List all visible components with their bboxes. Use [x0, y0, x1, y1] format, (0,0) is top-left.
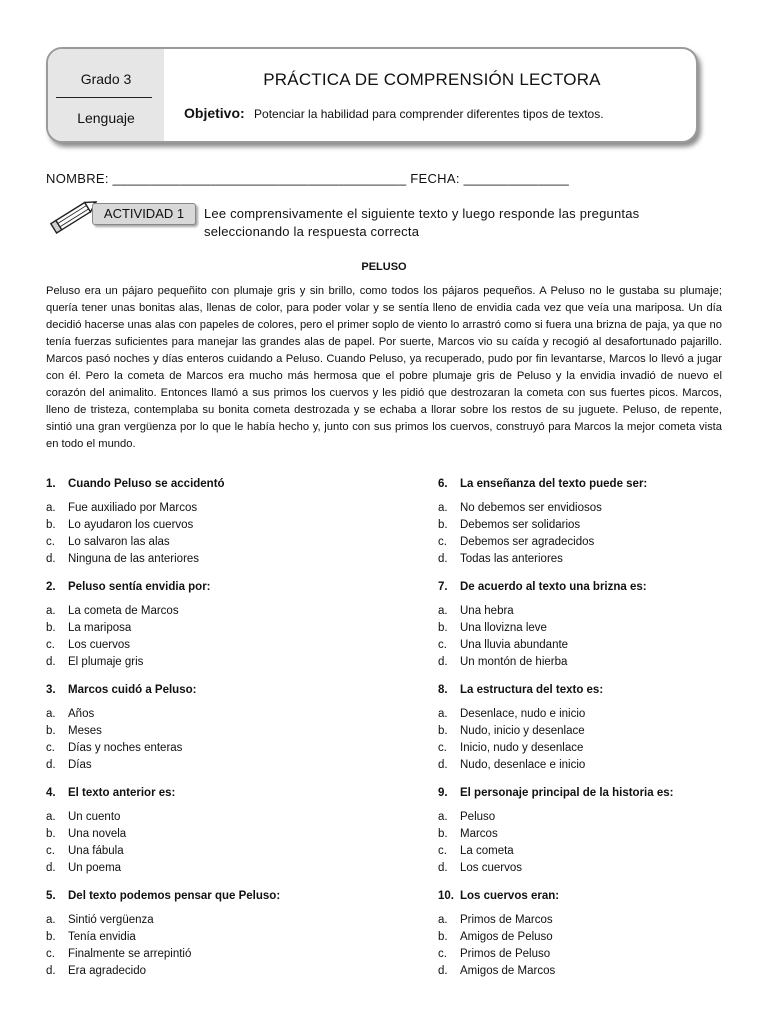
question-item [46, 579, 366, 682]
header-box [46, 47, 698, 143]
answer-option[interactable] [438, 809, 522, 826]
answer-options [438, 809, 522, 877]
answer-option[interactable] [46, 723, 182, 740]
option-text: Un montón de hierba [460, 656, 568, 668]
option-text: El plumaje gris [68, 656, 144, 668]
option-text: Una hebra [460, 605, 514, 617]
question-label: De acuerdo al texto una brizna es: [460, 581, 647, 593]
option-text: Era agradecido [68, 965, 146, 977]
answer-option[interactable] [46, 912, 191, 929]
question-label: Marcos cuidó a Peluso: [68, 684, 197, 696]
option-letter: d. [46, 759, 56, 771]
answer-option[interactable] [46, 929, 191, 946]
answer-option[interactable] [438, 620, 568, 637]
option-letter: a. [46, 605, 56, 617]
question-number: 10. [438, 890, 454, 902]
option-text: Días y noches enteras [68, 742, 183, 754]
option-text: Inicio, nudo y desenlace [460, 742, 584, 754]
option-text: La mariposa [68, 622, 132, 634]
answer-option[interactable] [46, 809, 126, 826]
option-letter: c. [46, 948, 55, 960]
option-text: Finalmente se arrepintió [68, 948, 192, 960]
answer-option[interactable] [46, 551, 199, 568]
option-text: Una llovizna leve [460, 622, 547, 634]
question-label: Los cuervos eran: [460, 890, 560, 902]
answer-option[interactable] [46, 946, 191, 963]
option-letter: c. [46, 742, 55, 754]
option-letter: d. [438, 553, 448, 565]
option-text: Lo ayudaron los cuervos [68, 519, 194, 531]
answer-option[interactable] [46, 860, 126, 877]
question-item [46, 888, 366, 991]
option-text: Meses [68, 725, 102, 737]
option-letter: a. [46, 811, 56, 823]
option-letter: d. [46, 862, 56, 874]
option-text: Nudo, desenlace e inicio [460, 759, 586, 771]
question-text [46, 890, 280, 902]
grade-label: Grado 3 [80, 71, 132, 87]
option-letter: a. [438, 811, 448, 823]
question-item [46, 785, 366, 888]
answer-option[interactable] [438, 603, 568, 620]
answer-option[interactable] [438, 740, 585, 757]
option-letter: b. [438, 725, 448, 737]
activity-instruction: Lee comprensivamente el siguiente texto y luego responde las preguntas seleccionando la respuesta correcta [204, 206, 640, 239]
question-number: 1. [46, 478, 56, 490]
question-item [46, 476, 366, 579]
question-number: 2. [46, 581, 56, 593]
option-letter: b. [438, 519, 448, 531]
answer-option[interactable] [46, 706, 182, 723]
questions-right-column [438, 476, 758, 991]
option-letter: d. [438, 656, 448, 668]
option-text: Días [68, 759, 92, 771]
answer-options [438, 706, 585, 774]
option-letter: c. [438, 639, 447, 651]
option-letter: a. [438, 914, 448, 926]
objective-label: Objetivo: [184, 105, 245, 121]
answer-options [438, 912, 555, 980]
option-text: La cometa [460, 845, 514, 857]
option-letter: a. [46, 708, 56, 720]
answer-option[interactable] [46, 826, 126, 843]
option-text: No debemos ser envidiosos [460, 502, 602, 514]
question-number: 5. [46, 890, 56, 902]
answer-option[interactable] [438, 654, 568, 671]
option-letter: c. [438, 845, 447, 857]
answer-option[interactable] [46, 500, 199, 517]
answer-option[interactable] [438, 946, 555, 963]
question-item [438, 579, 758, 682]
name-date-line: NOMBRE: _______________________________________ FECHA: ______________ [46, 171, 570, 186]
option-text: Los cuervos [68, 639, 131, 651]
subject-label: Lenguaje [77, 110, 135, 126]
question-text [46, 684, 196, 696]
answer-option[interactable] [438, 706, 585, 723]
questions-left-column [46, 476, 366, 991]
answer-option[interactable] [438, 843, 522, 860]
option-text: Una novela [68, 828, 127, 840]
option-letter: b. [46, 622, 56, 634]
option-letter: c. [46, 845, 55, 857]
answer-option[interactable] [46, 534, 199, 551]
option-text: Amigos de Marcos [460, 965, 556, 977]
answer-option[interactable] [438, 912, 555, 929]
question-number: 8. [438, 684, 448, 696]
question-text [438, 478, 647, 490]
option-text: Primos de Peluso [460, 948, 551, 960]
question-item [438, 785, 758, 888]
option-letter: b. [46, 519, 56, 531]
question-item [438, 682, 758, 785]
header-divider [56, 97, 152, 98]
option-text: Una fábula [68, 845, 124, 857]
option-letter: b. [438, 828, 448, 840]
question-text [438, 890, 559, 902]
option-letter: a. [46, 502, 56, 514]
question-label: Peluso sentía envidia por: [68, 581, 211, 593]
answer-option[interactable] [46, 740, 182, 757]
option-letter: d. [438, 759, 448, 771]
option-text: Años [68, 708, 95, 720]
answer-option[interactable] [46, 620, 179, 637]
option-letter: b. [46, 828, 56, 840]
answer-option[interactable] [46, 603, 179, 620]
story-title: PELUSO [361, 261, 407, 273]
option-letter: c. [438, 742, 447, 754]
option-letter: a. [46, 914, 56, 926]
option-text: Un cuento [68, 811, 121, 823]
option-text: Primos de Marcos [460, 914, 553, 926]
option-letter: d. [46, 553, 56, 565]
question-item [46, 682, 366, 785]
answer-option[interactable] [438, 757, 585, 774]
option-text: Peluso [460, 811, 496, 823]
answer-option[interactable] [438, 637, 568, 654]
option-text: Marcos [460, 828, 498, 840]
objective [184, 105, 604, 121]
option-text: Los cuervos [460, 862, 523, 874]
answer-option[interactable] [438, 500, 602, 517]
question-number: 4. [46, 787, 56, 799]
option-letter: c. [46, 639, 55, 651]
question-item [438, 476, 758, 579]
option-text: Debemos ser solidarios [460, 519, 581, 531]
question-number: 7. [438, 581, 448, 593]
option-letter: b. [438, 622, 448, 634]
question-number: 3. [46, 684, 56, 696]
question-label: La estructura del texto es: [460, 684, 604, 696]
answer-option[interactable] [46, 654, 179, 671]
question-label: Del texto podemos pensar que Peluso: [68, 890, 281, 902]
answer-options [46, 912, 191, 980]
answer-options [438, 603, 568, 671]
answer-option[interactable] [438, 963, 555, 980]
answer-option[interactable] [46, 843, 126, 860]
answer-options [46, 603, 179, 671]
option-letter: a. [438, 708, 448, 720]
objective-text: Potenciar la habilidad para comprender diferentes tipos de textos. [254, 107, 604, 121]
question-text [438, 787, 673, 799]
option-letter: b. [46, 725, 56, 737]
option-letter: d. [46, 965, 56, 977]
answer-option[interactable] [438, 534, 602, 551]
option-letter: d. [46, 656, 56, 668]
question-item [438, 888, 758, 991]
question-number: 9. [438, 787, 448, 799]
question-text [46, 581, 211, 593]
option-letter: a. [438, 605, 448, 617]
answer-option[interactable] [46, 517, 199, 534]
option-letter: b. [46, 931, 56, 943]
story-text: Peluso era un pájaro pequeñito con plumaje gris y sin brillo, como todos los pájaros pequeños. A Peluso no le gustaba su plumaje; quería tener unas bonitas alas, llenas de color, para poder volar y se sentía lleno de envidia cada vez que veía una mariposa. Un día decidió hacerse unas alas con papeles de colores, pero el primer soplo de viento lo arrastró como si fuera una brizna de paja, ya que no tenía fuerzas suficientes para manejar las grandes alas de papel. Por suerte, Marcos vio su caída y recogió al desafortunado pajarillo. Marcos pasó noches y días enteros cuidando a Peluso. Cuando Peluso, ya recuperado, pudo por fin levantarse, Marcos lo llevó a jugar con él. Pero la cometa de Marcos era mucho más hermosa que el pobre plumaje gris de Peluso y la envidia invadió de nuevo el corazón del animalito. Entonces llamó a sus primos los cuervos y les pidió que destrozaran la cometa con sus fuertes picos. Marcos, lleno de tristeza, contemplaba su bonita cometa destrozada y se echaba a llorar sobre los restos de su juguete. Peluso, de repente, sintió una gran vergüenza por lo que le había hecho y, junto con sus primos los cuervos, construyó para Marcos la mejor cometa vista en todo el mundo. [46, 285, 722, 450]
activity-badge: ACTIVIDAD 1 [92, 203, 196, 225]
option-text: Lo salvaron las alas [68, 536, 170, 548]
option-letter: a. [438, 502, 448, 514]
option-letter: b. [438, 931, 448, 943]
option-text: Una lluvia abundante [460, 639, 569, 651]
question-number: 6. [438, 478, 448, 490]
question-text [46, 787, 175, 799]
option-letter: d. [438, 862, 448, 874]
question-text [438, 581, 647, 593]
answer-option[interactable] [438, 826, 522, 843]
option-text: Tenía envidia [68, 931, 136, 943]
question-label: La enseñanza del texto puede ser: [460, 478, 648, 490]
answer-option[interactable] [438, 517, 602, 534]
answer-option[interactable] [438, 551, 602, 568]
option-text: Todas las anteriores [460, 553, 563, 565]
option-text: La cometa de Marcos [68, 605, 179, 617]
option-letter: c. [438, 948, 447, 960]
option-letter: d. [438, 965, 448, 977]
page-title: PRÁCTICA DE COMPRENSIÓN LECTORA [263, 70, 601, 89]
option-text: Debemos ser agradecidos [460, 536, 595, 548]
answer-option[interactable] [46, 757, 182, 774]
answer-options [46, 706, 182, 774]
option-text: Nudo, inicio y desenlace [460, 725, 585, 737]
answer-options [438, 500, 602, 568]
question-text [46, 478, 225, 490]
answer-option[interactable] [46, 637, 179, 654]
option-text: Fue auxiliado por Marcos [68, 502, 198, 514]
option-text: Desenlace, nudo e inicio [460, 708, 586, 720]
answer-option[interactable] [438, 860, 522, 877]
answer-option[interactable] [438, 723, 585, 740]
option-letter: c. [46, 536, 55, 548]
answer-option[interactable] [438, 929, 555, 946]
option-text: Amigos de Peluso [460, 931, 553, 943]
question-label: El personaje principal de la historia es: [460, 787, 674, 799]
option-text: Un poema [68, 862, 122, 874]
option-text: Ninguna de las anteriores [68, 553, 200, 565]
question-label: El texto anterior es: [68, 787, 176, 799]
answer-option[interactable] [46, 963, 191, 980]
option-letter: c. [438, 536, 447, 548]
question-label: Cuando Peluso se accidentó [68, 478, 225, 490]
answer-options [46, 809, 126, 877]
answer-options [46, 500, 199, 568]
header-left-panel [48, 49, 164, 141]
question-text [438, 684, 603, 696]
option-text: Sintió vergüenza [68, 914, 154, 926]
